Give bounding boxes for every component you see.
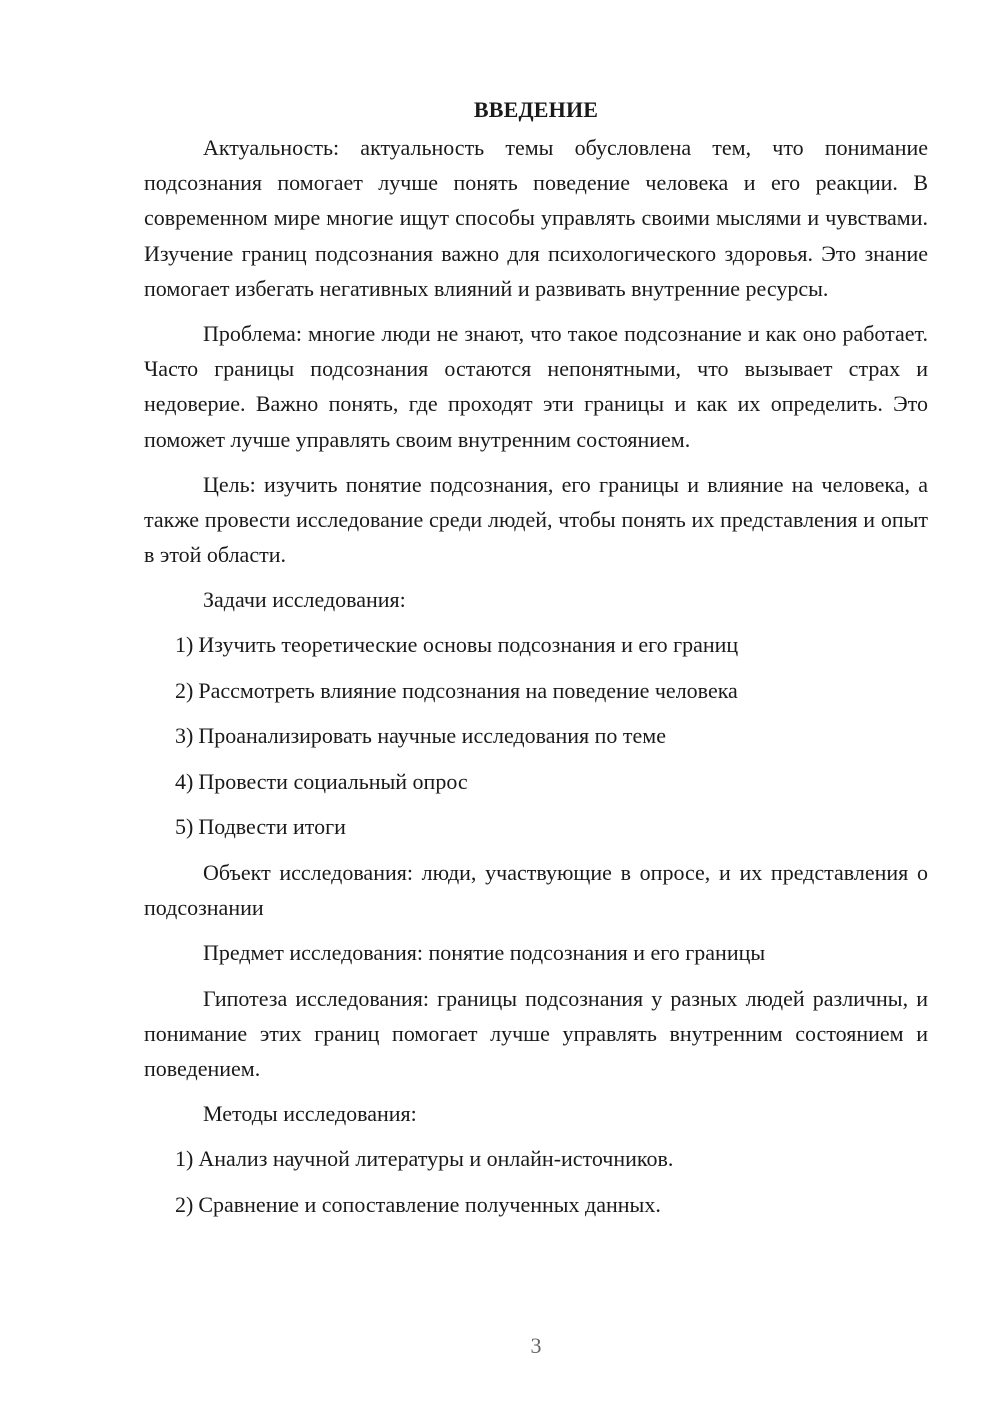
list-item-text: Проанализировать научные исследования по теме bbox=[198, 723, 666, 749]
methods-label: Методы исследования: bbox=[203, 1101, 417, 1127]
list-item bbox=[144, 1187, 928, 1222]
list-item bbox=[144, 809, 928, 844]
list-item-text: Подвести итоги bbox=[198, 814, 346, 840]
list-item-number: 2) bbox=[175, 677, 194, 703]
list-item-text: Сравнение и сопоставление полученных данных. bbox=[198, 1191, 661, 1217]
list-item-text: Изучить теоретические основы подсознания и его границ bbox=[198, 632, 739, 658]
page-number: 3 bbox=[530, 1333, 542, 1358]
list-item bbox=[144, 718, 928, 753]
list-item bbox=[144, 1141, 928, 1176]
list-item bbox=[144, 764, 928, 799]
paragraph-goal: Цель: изучить понятие подсознания, его границы и влияние на человека, а также провести исследование среди людей, чтобы понять их представления и опыт в этой области. bbox=[144, 471, 928, 568]
list-item bbox=[144, 673, 928, 708]
paragraph-problem: Проблема: многие люди не знают, что такое подсознание и как оно работает. Часто границы подсознания остаются непонятными, что вызывает страх и недоверие. Важно понять, где проходят эти границы и как их определить. Это поможет лучше управлять своим внутренним состоянием. bbox=[144, 321, 928, 452]
tasks-list bbox=[144, 627, 928, 844]
document-page bbox=[144, 92, 928, 1232]
list-item-text: Рассмотреть влияние подсознания на поведение человека bbox=[198, 677, 738, 703]
list-item-number: 1) bbox=[175, 632, 194, 658]
paragraph-hypothesis: Гипотеза исследования: границы подсознания у разных людей различны, и понимание этих границ помогает лучше управлять внутренним состоянием и поведением. bbox=[144, 985, 928, 1081]
list-item-number: 3) bbox=[175, 723, 194, 749]
list-item-text: Анализ научной литературы и онлайн-источников. bbox=[198, 1146, 674, 1172]
list-item-number: 4) bbox=[175, 768, 194, 794]
paragraph-object: Объект исследования: люди, участвующие в опросе, и их представления о подсознании bbox=[144, 859, 928, 921]
page-title: ВВЕДЕНИЕ bbox=[473, 97, 599, 122]
list-item-number: 5) bbox=[175, 814, 194, 840]
methods-list bbox=[144, 1141, 928, 1222]
list-item bbox=[144, 627, 928, 662]
tasks-label: Задачи исследования: bbox=[203, 587, 406, 613]
list-item-text: Провести социальный опрос bbox=[198, 768, 468, 794]
paragraph-relevance: Актуальность: актуальность темы обусловлена тем, что понимание подсознания помогает лучше понять поведение человека и его реакции. В современном мире многие ищут способы управлять своими мыслями и чувствами. Изучение границ подсознания важно для психологического здоровья. Это знание помогает избегать негативных влияний и развивать внутренние ресурсы. bbox=[144, 135, 928, 301]
list-item-number: 1) bbox=[175, 1146, 194, 1172]
paragraph-subject: Предмет исследования: понятие подсознания и его границы bbox=[203, 940, 766, 966]
list-item-number: 2) bbox=[175, 1191, 194, 1217]
